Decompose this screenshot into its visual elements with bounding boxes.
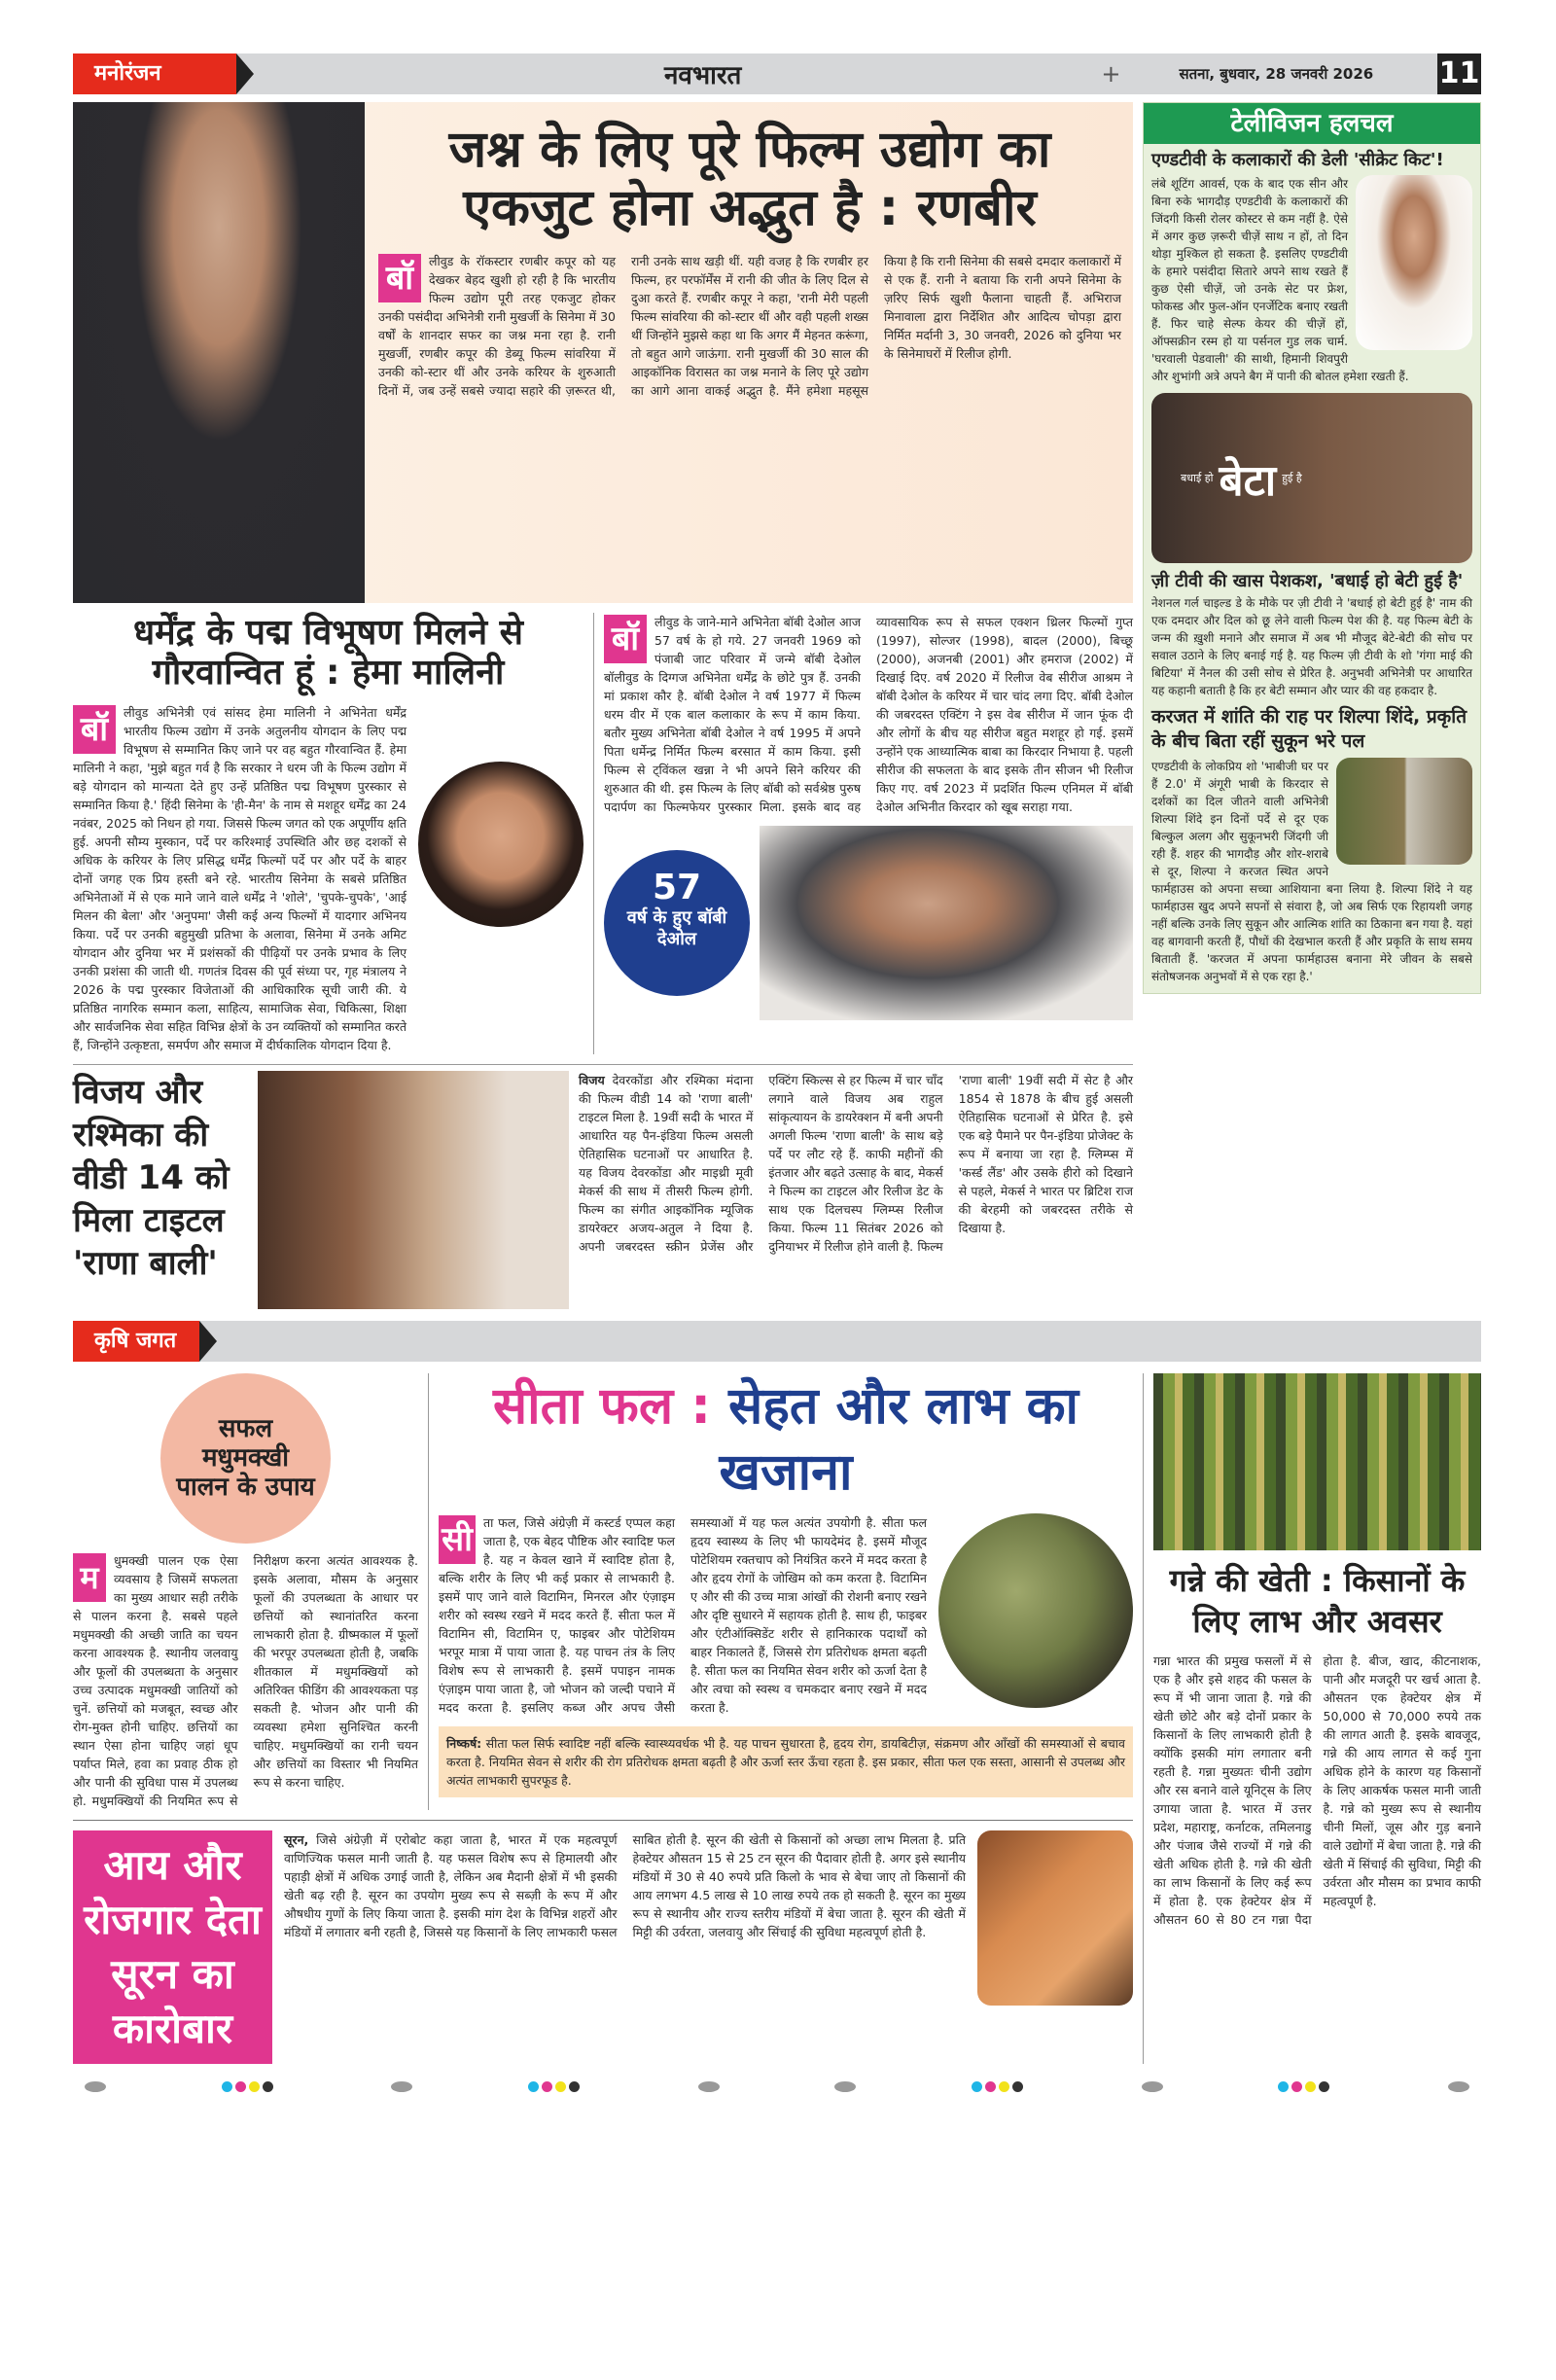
drop-cap: सी bbox=[439, 1515, 476, 1564]
tv-s3-headline: करजत में शांति की राह पर शिल्पा शिंदे, प्रकृति के बीच बिता रहीं सुकून भरे पल bbox=[1151, 706, 1468, 752]
tv-s1-headline: एण्डटीवी के कलाकारों की डेली 'सीक्रेट किट'! bbox=[1151, 150, 1444, 170]
suran-article bbox=[73, 1830, 1133, 2064]
lead-word: सूरन, bbox=[284, 1831, 309, 1847]
suran-photo bbox=[977, 1830, 1133, 2006]
registration-mark bbox=[1142, 2081, 1163, 2092]
headline-b: सेहत और लाभ का खजाना bbox=[719, 1376, 1079, 1502]
ranbir-body bbox=[378, 252, 1121, 400]
registration-mark bbox=[834, 2081, 856, 2092]
tv-sidebar bbox=[1143, 102, 1481, 994]
hema-article bbox=[73, 613, 584, 1054]
color-bar bbox=[528, 2078, 583, 2096]
ganna-article bbox=[1153, 1373, 1481, 1929]
hema-photo bbox=[418, 762, 584, 927]
hema-text: लीवुड अभिनेत्री एवं सांसद हेमा मालिनी ने अभिनेता धर्मेंद्र भारतीय फिल्म उद्योग में उनके अतुलनीय योगदान के लिए पद्म विभूषण से सम्मानित किए जाने पर वह बहुत गौरवान्वित हैं. हेमा मालिनी ने कहा, 'मुझे बहुत गर्व है कि सरकार ने धरम जी के फिल्म उद्योग में बड़े योगदान को मान्यता देते हुए उन्हें प्रतिष्ठित पद्म विभूषण पुरस्कार से सम्मानित किया है.' हिंदी सिनेमा के 'ही-मैन' के नाम से मशहूर धर्मेंद्र का 24 नवंबर, 2025 को निधन हो गया. जिससे फिल्म जगत को एक अपूर्णीय क्षति हुई. अपनी सौम्य मुस्कान, पर्दे पर करिश्माई उपस्थिति और छह दशकों से अधिक के करियर के लिए प्रसिद्ध धर्मेंद्र फिल्मों पर्दे पर और पर्दे के बाहर दोनों जगह एक प्रिय हस्ती बने रहे. भारतीय सिनेमा के सबसे प्रतिष्ठित अभिनेताओं में से एक माने जाने वाले धर्मेंद्र ने 'शोले', 'चुपके-चुपके', 'आई मिलन की बेला' और 'अनुपमा' जैसी कई अन्य फिल्मों में यादगार अभिनय किया. पर्दे पर उनकी बहुमुखी प्रतिभा के अलावा, सिनेमा में उनके अमिट योगदान और दुनिया भर में प्रशंसकों की पीढ़ियों पर उनके प्रभाव के लिए उनकी प्रशंसा की जाती थी. गणतंत्र दिवस की पूर्व संध्या पर, गृह मंत्रालय ने 2026 के पद्म पुरस्कार विजेताओं की आधिकारिक सूची जारी की. ये प्रतिष्ठित नागरिक सम्मान कला, साहित्य, सामाजिक सेवा, चिकित्सा, शिक्षा और सार्वजनिक सेवा सहित विभिन्न क्षेत्रों के उन व्यक्तियों को सम्मानित करते हैं, जिन्होंने उत्कृष्टता, समर्पण और समाज में दीर्घकालिक योगदान दिया है. bbox=[73, 704, 407, 1052]
masthead-bar bbox=[73, 53, 1481, 94]
vijay-rashmika-photo bbox=[258, 1071, 569, 1309]
color-bar bbox=[222, 2078, 276, 2096]
shilpa-photo bbox=[1336, 758, 1472, 865]
vijay-article bbox=[73, 1064, 1133, 1309]
logo-tail: हुई है bbox=[1282, 472, 1302, 484]
bobby-text: लीवुड के जाने-माने अभिनेता बॉबी देओल आज 57 वर्ष के हो गये. 27 जनवरी 1969 को पंजाबी जाट परिवार में जन्मे बॉबी देओल बॉलीवुड के दिग्गज अभिनेता धर्मेंद्र के छोटे पुत्र हैं. उनकी मां प्रकाश कौर है. बॉबी देओल ने वर्ष 1977 में फिल्म धरम वीर में एक बाल कलाकार के रूप में काम किया. बतौर मुख्य अभिनेता बॉबी देओल ने वर्ष 1995 में अपने पिता धर्मेन्द्र निर्मित फिल्म बरसात में काम किया. इसी फिल्म से ट्विंकल खन्ना ने भी अपने सिने करियर की शुरुआत की थी. इस फिल्म के लिए बॉबी को सर्वश्रेष्ठ पुरुष पदार्पण का फिल्मफेयर पुरस्कार मिला. इसके बाद वह व्यावसायिक रूप से सफल एक्शन थ्रिलर फिल्मों गुप्त (1997), सोल्जर (1998), बादल (2000), बिच्छू (2000), अजनबी (2001) और हमराज (2002) में दिखाई दिए. वर्ष 2020 में रिलीज वेब सीरीज आश्रम ने बॉबी देओल के करियर में चार चांद लगा दिए. बॉबी देओल की जबरदस्त एक्टिंग ने इस वेब सीरीज में जान फूंक दी और लोगों के बीच यह सीरीज बहुत मशहूर हो गई. इसमें उन्होंने एक आध्यात्मिक बाबा का किरदार निभाया है. पहली सीरीज की सफलता के बाद इसके तीन सीजन भी रिलीज किए गए. वर्ष 2023 में प्रदर्शित फिल्म एनिमल में बॉबी देओल अभिनीत किरदार को खूब सराहा गया. bbox=[604, 615, 1133, 814]
column-divider bbox=[593, 613, 594, 1054]
bee-article bbox=[73, 1373, 418, 1810]
sitaphal-text: ता फल, जिसे अंग्रेज़ी में कस्टर्ड एप्पल कहा जाता है, एक बेहद पौष्टिक और स्वादिष्ट फल है. यह न केवल खाने में स्वादिष्ट होता है, बल्कि शरीर के लिए भी कई प्रकार से लाभकारी है. इसमें पाए जाने वाले विटामिन, मिनरल और एंज़ाइम शरीर को स्वस्थ रखने में मदद करते हैं. सीता फल में विटामिन सी, विटामिन ए, फाइबर और पोटेशियम भरपूर मात्रा में पाया जाता है. यह पाचन तंत्र के लिए विशेष रूप से लाभकारी है. इसमें पपाइन नामक एंज़ाइम पाया जाता है, जो भोजन को जल्दी पचाने में मदद करता है. इसलिए कब्ज और अपच जैसी समस्याओं में यह फल अत्यंत उपयोगी है. सीता फल हृदय स्वास्थ्य के लिए भी फायदेमंद है. इसमें मौजूद पोटेशियम रक्तचाप को नियंत्रित करने में मदद करता है और हृदय रोगों के जोखिम को कम करता है. विटामिन ए और सी की उच्च मात्रा आंखों की रोशनी बनाए रखने और दृष्टि सुधारने में सहायक होती है. साथ ही, फाइबर और एंटीऑक्सिडेंट शरीर से हानिकारक पदार्थों को बाहर निकालते हैं, जिससे रोग प्रतिरोधक क्षमता बढ़ती है. सीता फल का नियमित सेवन शरीर को ऊर्जा देता है और त्वचा को स्वस्थ व चमकदार बनाए रखने में मदद करता है. bbox=[439, 1514, 927, 1715]
entertainment-main bbox=[73, 102, 1133, 1309]
krishi-area bbox=[73, 1373, 1481, 2064]
bobby-article bbox=[604, 613, 1133, 1054]
logo-big: बेटा bbox=[1219, 455, 1277, 506]
color-bar bbox=[972, 2078, 1026, 2096]
sitaphal-article bbox=[439, 1373, 1133, 1810]
conclusion-text: सीता फल सिर्फ स्वादिष्ट नहीं बल्कि स्वास्थ्यवर्धक भी है. यह पाचन सुधारता है, हृदय रोग, डायबिटीज़, संक्रमण और आँखों की समस्याओं से बचाव करता है. नियमित सेवन से शरीर की रोग प्रतिरोधक क्षमता बढ़ती है और ऊर्जा स्तर ऊँचा रहता है. इस प्रकार, सीता फल एक सस्ता, आसानी से उपलब्ध और अत्यंत लाभकारी सुपरफूड है. bbox=[446, 1735, 1125, 1788]
badge-text: वर्ष के हुए बॉबी देओल bbox=[626, 907, 727, 949]
tv-s2-headline: ज़ी टीवी की खास पेशकश, 'बधाई हो बेटी हुई है' bbox=[1151, 571, 1464, 591]
bee-body bbox=[73, 1551, 418, 1810]
color-bar bbox=[1278, 2078, 1332, 2096]
registration-strip bbox=[73, 2078, 1481, 2096]
section-label-manoranjan: मनोरंजन bbox=[73, 53, 236, 94]
conclusion-box bbox=[439, 1726, 1133, 1797]
column-divider bbox=[428, 1373, 429, 1810]
bee-badge: सफल मधुमक्खी पालन के उपाय bbox=[160, 1373, 331, 1544]
tv-s2-body: नेशनल गर्ल चाइल्ड डे के मौके पर ज़ी टीवी ने 'बधाई हो बेटी हुई है' नाम की एक दमदार और दिल को छू लेने वाली फिल्म पेश की है. यह फिल्म बेटी के जन्म की ख़ुशी मनाने और समाज में अब भी मौजूद बेटे-बेटी की सोच पर सवाल उठाने के लिए बनाई गई है. यह फिल्म ज़ी टीवी के शो 'गंगा माई की बिटिया' में नैनल की उसी सोच से प्रेरित है. अनुभवी अभिनेत्री पर आधारित यह कहानी बताती है कि हर बेटी सम्मान और प्यार की वह हकदार है. bbox=[1151, 596, 1472, 697]
tv-s3 bbox=[1144, 758, 1480, 985]
ranbir-text: लीवुड के रॉकस्टार रणबीर कपूर को यह देखकर बेहद खुशी हो रही है कि भारतीय फिल्म उद्योग पूरी तरह एकजुट होकर उनकी पसंदीदा अभिनेत्री रानी मुखर्जी के सिनेमा में 30 वर्षों के शानदार सफर का जश्न मना रहा है. रानी मुखर्जी, रणबीर कपूर की डेब्यू फिल्म सांवरिया में उनकी को-स्टार थीं और उनके करियर के शुरुआती दिनों में, जब उन्हें सबसे ज्यादा सहारे की ज़रूरत थी, रानी उनके साथ खड़ी थीं. यही वजह है कि रणबीर हर फिल्म, हर परफॉर्मेंस में रानी की जीत के लिए दिल से दुआ करते हैं. रणबीर कपूर ने कहा, 'रानी मेरी पहली फिल्म सांवरिया की को-स्टार थीं और वही पहली शख्स थीं जिन्होंने मुझसे कहा था कि अगर मैं मेहनत करूंगा, तो बहुत आगे जाऊंगा. रानी मुखर्जी की 30 साल की आइकॉनिक विरासत का जश्न मनाने के लिए पूरे उद्योग का आगे आना वाकई अद्भुत है. मैंने हमेशा महसूस किया है कि रानी सिनेमा की सबसे दमदार कलाकारों में से एक हैं. रानी ने बताया कि रानी अपने सिनेमा के ज़रिए सिर्फ खुशी फैलाना चाहती हैं. अभिराज मिनावाला द्वारा निर्देशित और आदित्य चोपड़ा द्वारा निर्मित मर्दानी 3, 30 जनवरी, 2026 को दुनिया भर के सिनेमाघरों में रिलीज होगी. bbox=[378, 253, 1121, 398]
sitaphal-content bbox=[439, 1513, 1133, 1717]
news-row bbox=[73, 613, 1133, 1054]
registration-mark bbox=[85, 2081, 106, 2092]
sugarcane-photo bbox=[1153, 1373, 1481, 1550]
edition-date: सतना, बुधवार, 28 जनवरी 2026 bbox=[1179, 65, 1374, 83]
drop-cap: बॉ bbox=[604, 615, 647, 663]
sitaphal-body bbox=[439, 1513, 927, 1717]
bobby-visuals bbox=[604, 826, 1133, 1020]
badge-number: 57 bbox=[652, 868, 702, 907]
drop-cap: बॉ bbox=[378, 254, 421, 302]
suran-headline: आय और रोजगार देता सूरन का कारोबार bbox=[73, 1830, 272, 2064]
ranbir-photo bbox=[73, 102, 365, 603]
lead-word: विजय bbox=[579, 1072, 605, 1087]
bobby-body bbox=[604, 613, 1133, 816]
hema-headline: धर्मेंद्र के पद्म विभूषण मिलने से गौरवान्वित हूं : हेमा मालिनी bbox=[133, 613, 523, 693]
newspaper-page bbox=[73, 0, 1481, 2096]
vijay-body bbox=[579, 1071, 1133, 1309]
age-badge bbox=[604, 850, 750, 996]
tv-s3-body: एण्डटीवी के लोकप्रिय शो 'भाबीजी घर पर हैं 2.0' में अंगूरी भाबी के किरदार से दर्शकों का दिल जीतने वाली अभिनेत्री शिल्पा शिंदे इन दिनों पर्दे से दूर एक बिल्कुल अलग और सुकूनभरी जिंदगी जी रही हैं. शहर की भागदौड़ और शोर-शराबे से दूर, शिल्पा ने करजत स्थित अपने फार्महाउस को अपना सच्चा आशियाना बना लिया है. शिल्पा शिंदे ने यह फार्महाउस खुद अपने सपनों से संवारा है, जो अब सिर्फ एक रिहायशी जगह नहीं बल्कि उनके लिए सुकून और आत्मिक शांति का ठिकाना बन गया है. यहां वह बागवानी करती हैं, पौधों की देखभाल करती हैं और प्रकृति के साथ समय बिताती हैं. 'करजत में अपना फार्महाउस बनाना मेरे जीवन के सबसे संतोषजनक अनुभवों में से एक रहा है.' bbox=[1151, 760, 1472, 983]
vijay-headline: विजय और रश्मिका की वीडी 14 को मिला टाइटल 'राणा बाली' bbox=[73, 1072, 230, 1283]
sitaphal-headline bbox=[439, 1373, 1133, 1506]
conclusion-label: निष्कर्ष: bbox=[446, 1735, 482, 1751]
registration-mark bbox=[1448, 2081, 1469, 2092]
headline-a: सीता फल : bbox=[492, 1376, 712, 1436]
section-label-krishi: कृषि जगत bbox=[73, 1321, 199, 1362]
ganna-body: गन्ना भारत की प्रमुख फसलों में से एक है और इसे शहद की फसल के रूप में भी जाना जाता है. गन्ने की खेती छोटे और बड़े दोनों प्रकार के किसानों के लिए लाभकारी होती है क्योंकि इसकी मांग लगातार बनी रहती है. गन्ना मुख्यतः चीनी उद्योग और रस बनाने वाले यूनिट्स के लिए उगाया जाता है. भारत में उत्तर प्रदेश, महाराष्ट्र, कर्नाटक, तमिलनाडु और पंजाब जैसे राज्यों में गन्ने की खेती अधिक होती है. गन्ने की खेती का लाभ किसानों के लिए कई रूप में होता है. एक हेक्टेयर क्षेत्र में औसतन 60 से 80 टन गन्ना पैदा होता है. बीज, खाद, कीटनाशक, पानी और मजदूरी पर खर्च आता है. औसतन एक हेक्टेयर क्षेत्र में 50,000 से 70,000 रुपये तक की लागत आती है. इसके बावजूद, गन्ने की आय लागत से कई गुना अधिक होने के कारण यह किसानों के लिए आकर्षक फसल मानी जाती है. गन्ने को मुख्य रूप से स्थानीय चीनी मिलों, जूस और गुड़ बनाने वाले उद्योगों में बेचा जाता है. गन्ने की खेती में सिंचाई की सुविधा, मिट्टी की उर्वरता और मौसम का प्रभाव काफी महत्वपूर्ण है. bbox=[1153, 1652, 1481, 1927]
vijay-text: देवरकोंडा और रश्मिका मंदाना की फिल्म वीडी 14 को 'राणा बाली' टाइटल मिला है. 19वीं सदी के भारत में आधारित यह पैन-इंडिया फिल्म असली ऐतिहासिक घटनाओं पर आधारित है. यह विजय देवरकोंडा और माइथ्री मूवी मेकर्स की साथ में तीसरी फिल्म होगी. फिल्म का संगीत आइकॉनिक म्यूजिक डायरेक्टर अजय-अतुल ने दिया है. अपनी जबरदस्त स्क्रीन प्रेजेंस और एक्टिंग स्किल्स से हर फिल्म में चार चाँद लगाने वाले विजय अब राहुल सांकृत्यायन के डायरेक्शन में बनी अपनी अगली फिल्म 'राणा बाली' के साथ बड़े पर्दे पर लौट रहे हैं. काफी महीनों की इंतजार और बढ़ते उत्साह के बाद, मेकर्स ने फिल्म का टाइटल और रिलीज डेट के साथ एक दिलचस्प ग्लिम्प्स रिलीज किया. फिल्म 11 सितंबर 2026 को दुनियाभर में रिलीज होने वाली है. फिल्म 'राणा बाली' 19वीं सदी में सेट है और 1854 से 1878 के बीच हुई असली ऐतिहासिक घटनाओं से प्रेरित है. इसे एक बड़े पैमाने पर पैन-इंडिया प्रोजेक्ट के रूप में बनाया जा रहा है. ग्लिम्प्स में 'कर्स्ड लैंड' और उसके हीरो को दिखाने से पहले, मेकर्स ने भारत पर ब्रिटिश राज की बेरहमी को जबरदस्त तरीके से दिखाया है. bbox=[579, 1072, 1133, 1254]
logo-small: बधाई हो bbox=[1181, 472, 1214, 484]
hema-content bbox=[73, 703, 584, 1054]
krishi-main bbox=[73, 1373, 1133, 2064]
tv-s1-body: लंबे शूटिंग आवर्स, एक के बाद एक सीन और बिना रुके भागदौड़ एण्डटीवी के कलाकारों की जिंदगी किसी रोलर कोस्टर से कम नहीं है. ऐसे में अगर कुछ ज़रूरी चीज़ें साथ न हों, तो दिन थोड़ा मुश्किल हो सकता है. इसलिए एण्डटीवी के हमारे पसंदीदा सितारे अपने साथ रखते हैं कुछ ऐसी चीज़ें, जो उनके सेट पर फ्रेश, फोकस्ड और फुल-ऑन एनर्जेटिक बनाए रखती हैं. फिर चाहे सेल्फ केयर की चीज़ें हों, ऑफ्सक्रीन रस्म हो या पर्सनल गुड लक चार्म. 'घरवाली पेडवाली' की साथी, हिमानी शिवपुरी और शुभांगी अत्रे अपने बैग में पानी की बोतल हमेशा रखती हैं. bbox=[1151, 177, 1409, 383]
column-divider bbox=[1143, 1373, 1144, 2064]
ganna-headline: गन्ने की खेती : किसानों के लिए लाभ और अवसर bbox=[1169, 1561, 1466, 1640]
page-number: 11 bbox=[1437, 53, 1481, 94]
ranbir-article bbox=[73, 102, 1133, 603]
hema-body bbox=[73, 703, 407, 1054]
ranbir-headline: जश्न के लिए पूरे फिल्म उद्योग का एकजुट होना अद्भुत है : रणबीर bbox=[448, 121, 1051, 237]
krishi-bar bbox=[73, 1321, 1481, 1362]
suran-text: जिसे अंग्रेज़ी में एरोबोट कहा जाता है, भारत में एक महत्वपूर्ण वाणिज्यिक फसल मानी जाती है. यह फसल विशेष रूप से हिमालयी और पहाड़ी क्षेत्रों में अधिक उगाई जाती है, लेकिन अब मैदानी क्षेत्रों में भी इसकी खेती बढ़ रही है. सूरन का उपयोग मुख्य रूप से सब्ज़ी के रूप में और औषधीय गुणों के लिए किया जाता है. इसकी मांग देश के विभिन्न शहरों और मंडियों में लगातार बनी रहती है, जिससे यह किसानों के लिए लाभकारी फसल साबित होती है. सूरन की खेती से किसानों को अच्छा लाभ मिलता है. प्रति हेक्टेयर औसतन 15 से 25 टन सूरन की पैदावार होती है. अगर इसे स्थानीय मंडियों में 30 से 40 रुपये प्रति किलो के भाव से बेचा जाए तो किसानों की आय लगभग 4.5 लाख से 10 लाख रुपये तक हो सकती है. सूरन का मुख्य रूप से स्थानीय और राज्य स्तरीय मंडियों में बेचा जाता है. सूरन की खेती में मिट्टी की उर्वरता, जलवायु और सिंचाई की सुविधा महत्वपूर्ण होती है. bbox=[284, 1831, 966, 1939]
entertainment-area bbox=[73, 102, 1481, 1309]
tv-s1 bbox=[1144, 175, 1480, 385]
registration-mark bbox=[698, 2081, 720, 2092]
actress-photo bbox=[1356, 175, 1472, 350]
bee-text: धुमक्खी पालन एक ऐसा व्यवसाय है जिसमें सफलता का मुख्य आधार सही तरीके से पालन करना है. सबसे पहले मधुमक्खी की अच्छी जाति का चयन करना आवश्यक है. स्थानीय जलवायु और फूलों की उपलब्धता के अनुसार उच्च उत्पादक मधुमक्खी जातियों को चुनें. छत्तियों को मजबूत, स्वच्छ और रोग-मुक्त होनी चाहिए. छत्तियों का स्थान ऐसा होना चाहिए जहां धूप पर्याप्त मिले, हवा का प्रवाह ठीक हो और पानी की सुविधा पास में उपलब्ध हो. मधुमक्खियों की नियमित रूप से निरीक्षण करना अत्यंत आवश्यक है. इसके अलावा, मौसम के अनुसार फूलों की उपलब्धता के आधार पर छत्तियों को स्थानांतरित करना लाभकारी होता है. ग्रीष्मकाल में फूलों की भरपूर उपलब्धता होती है, जबकि शीतकाल में मधुमक्खियों को अतिरिक्त फीडिंग की आवश्यकता पड़ सकती है. भोजन और पानी की व्यवस्था हमेशा सुनिश्चित करनी चाहिए. मधुमक्खियों का रानी चयन और छत्तियों का विस्तार भी नियमित रूप से करना चाहिए. bbox=[73, 1552, 418, 1808]
drop-cap: बॉ bbox=[73, 705, 116, 754]
suran-body bbox=[284, 1830, 966, 1941]
divider bbox=[73, 1820, 1133, 1821]
drop-cap: म bbox=[73, 1553, 106, 1602]
tv-section-title: टेलीविजन हलचल bbox=[1144, 103, 1480, 144]
badhai-ho-beti-promo bbox=[1151, 393, 1472, 563]
sitaphal-photo bbox=[938, 1513, 1133, 1708]
bobby-photo bbox=[760, 826, 1133, 1020]
krishi-row bbox=[73, 1373, 1133, 1810]
paper-name: नवभारत bbox=[664, 61, 742, 90]
ranbir-content bbox=[365, 102, 1133, 603]
registration-mark bbox=[391, 2081, 412, 2092]
crosshair-icon: + bbox=[1101, 60, 1121, 88]
